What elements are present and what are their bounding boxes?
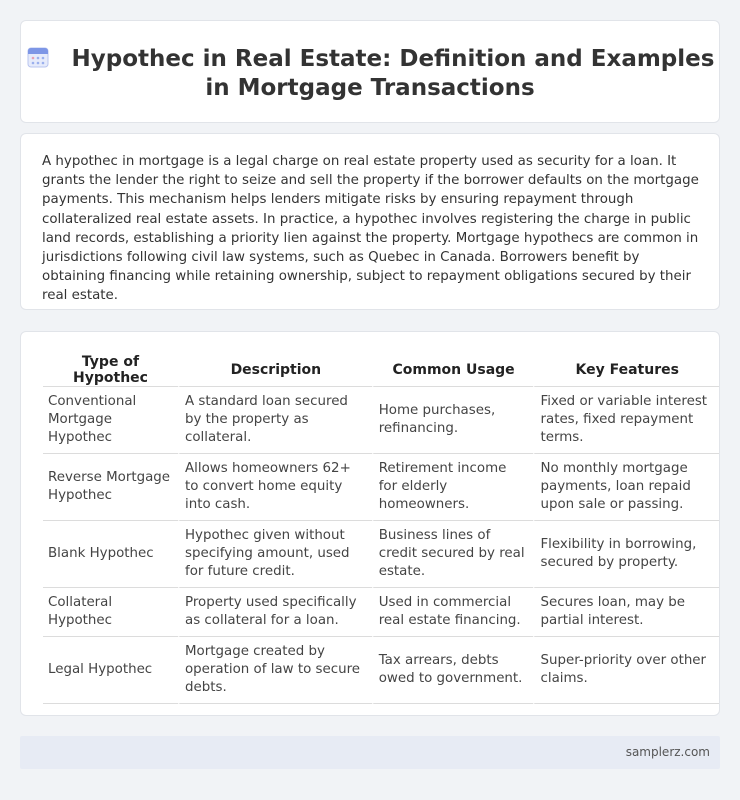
cell-description: A standard loan secured by the property as collateral. [178, 387, 372, 454]
cell-description: Allows homeowners 62+ to convert home equity into cash. [178, 454, 372, 521]
cell-features: Flexibility in borrowing, secured by property. [533, 521, 719, 588]
cell-usage: Business lines of credit secured by real estate. [372, 521, 534, 588]
table-header-row [43, 352, 719, 387]
page-title [21, 45, 719, 103]
cell-usage: Home purchases, refinancing. [372, 387, 534, 454]
cell-features: No monthly mortgage payments, loan repaid upon sale or passing. [533, 454, 719, 521]
cell-type: Collateral Hypothec [43, 588, 178, 637]
header-card [20, 20, 720, 123]
cell-type: Conventional Mortgage Hypothec [43, 387, 178, 454]
table-row [43, 637, 719, 704]
cell-type: Legal Hypothec [43, 637, 178, 704]
footer-bar [20, 736, 720, 769]
intro-paragraph: A hypothec in mortgage is a legal charge on real estate property used as security for a loan. It grants the lender the right to seize and sell the property if the borrower defaults on the mortgage payments. This mechanism helps lenders mitigate risks by ensuring repayment through collateralized real estate assets. In practice, a hypothec involves registering the charge in public land records, establishing a priority lien against the property. Mortgage hypothecs are common in jurisdictions following civil law systems, such as Quebec in Canada. Borrowers benefit by obtaining financing while retaining ownership, subject to repayment obligations secured by their real estate. [42, 154, 699, 304]
table-row [43, 588, 719, 637]
table-card [20, 331, 720, 716]
page-title-text: Hypothec in Real Estate: Definition and Examples in Mortgage Transactions [71, 46, 715, 101]
cell-features: Secures loan, may be partial interest. [533, 588, 719, 637]
column-header-description: Description [178, 352, 372, 387]
cell-features: Super-priority over other claims. [533, 637, 719, 704]
table-row [43, 521, 719, 588]
column-header-usage: Common Usage [372, 352, 534, 387]
cell-type: Blank Hypothec [43, 521, 178, 588]
table-row [43, 387, 719, 454]
cell-usage: Tax arrears, debts owed to government. [372, 637, 534, 704]
cell-description: Mortgage created by operation of law to secure debts. [178, 637, 372, 704]
cell-type: Reverse Mortgage Hypothec [43, 454, 178, 521]
footer-site-link[interactable]: samplerz.com [625, 745, 710, 759]
intro-card [20, 133, 720, 310]
column-header-type: Type of Hypothec [43, 352, 178, 387]
cell-description: Property used specifically as collateral for a loan. [178, 588, 372, 637]
table-row [43, 454, 719, 521]
cell-description: Hypothec given without specifying amount, used for future credit. [178, 521, 372, 588]
calendar-icon [26, 45, 50, 69]
cell-features: Fixed or variable interest rates, fixed repayment terms. [533, 387, 719, 454]
cell-usage: Used in commercial real estate financing. [372, 588, 534, 637]
column-header-features: Key Features [533, 352, 719, 387]
cell-usage: Retirement income for elderly homeowners. [372, 454, 534, 521]
hypothec-table [43, 352, 719, 704]
